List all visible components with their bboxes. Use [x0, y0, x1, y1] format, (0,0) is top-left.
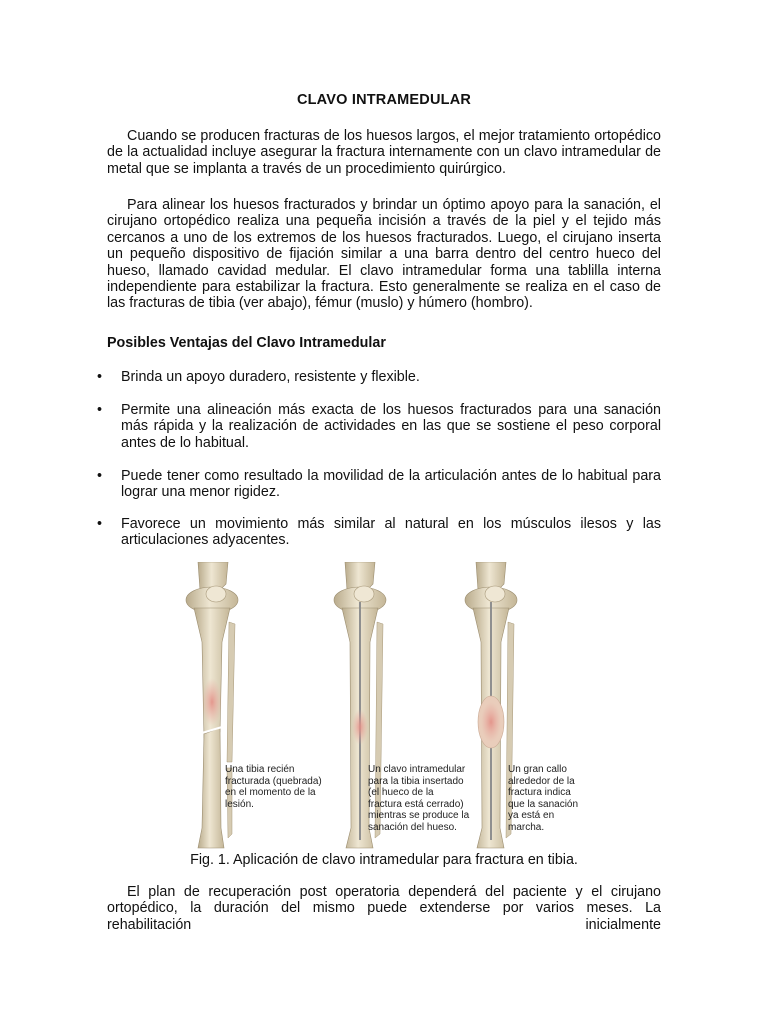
list-item-text: Favorece un movimiento más similar al natural en los músculos ilesos y las articulaciones adyacentes. — [121, 516, 661, 549]
bullet-icon: • — [97, 468, 103, 484]
recovery-paragraph: El plan de recuperación post operatoria dependerá del paciente y el cirujano ortopédico, la duración del mismo puede extenderse por varios meses. La rehabilitación inicialmente — [107, 884, 661, 933]
intro-paragraph: Cuando se producen fracturas de los huesos largos, el mejor tratamiento ortopédico de la actualidad incluye asegurar la fractura internamente con un clavo intramedular de metal que se implanta a través de un procedimiento quirúrgico. — [107, 128, 661, 177]
tibia-figure — [180, 562, 590, 850]
procedure-paragraph: Para alinear los huesos fracturados y brindar un óptimo apoyo para la sanación, el cirujano ortopédico realiza una pequeña incisión a través de la piel y el tejido más cercanos a uno de los extremos de los huesos fracturados. Luego, el cirujano inserta un pequeño dispositivo de fijación similar a una barra dentro del centro hueco del hueso, llamado cavidad medular. El clavo intramedular forma una tablilla interna independiente para estabilizar la fractura. Esto generalmente se realiza en el caso de las fracturas de tibia (ver abajo), fémur (muslo) y húmero (hombro). — [107, 197, 661, 312]
healing-tibia-label: Un gran callo alrededor de la fractura indica que la sanación ya está en marcha. — [508, 764, 579, 833]
figure-caption: Fig. 1. Aplicación de clavo intramedular para fractura en tibia. — [190, 852, 578, 868]
list-item-text: Puede tener como resultado la movilidad de la articulación antes de lo habitual para lograr una menor rigidez. — [121, 468, 661, 501]
list-item-text: Permite una alineación más exacta de los huesos fracturados para una sanación más rápida y la realización de actividades en las que se sostiene el peso corporal antes de lo habitual. — [121, 402, 661, 451]
list-item-text: Brinda un apoyo duradero, resistente y flexible. — [121, 369, 420, 385]
bullet-icon: • — [97, 402, 103, 418]
bullet-icon: • — [97, 516, 103, 532]
advantages-heading: Posibles Ventajas del Clavo Intramedular — [107, 335, 386, 351]
page-title: CLAVO INTRAMEDULAR — [296, 92, 472, 108]
bullet-icon: • — [97, 369, 103, 385]
fractured-tibia-label: Una tibia recién fracturada (quebrada) en el momento de la lesión. — [225, 764, 322, 810]
nailed-tibia-label: Un clavo intramedular para la tibia insertado (el hueco de la fractura está cerrado) mientras se produce la sanación del hueso. — [368, 764, 470, 833]
